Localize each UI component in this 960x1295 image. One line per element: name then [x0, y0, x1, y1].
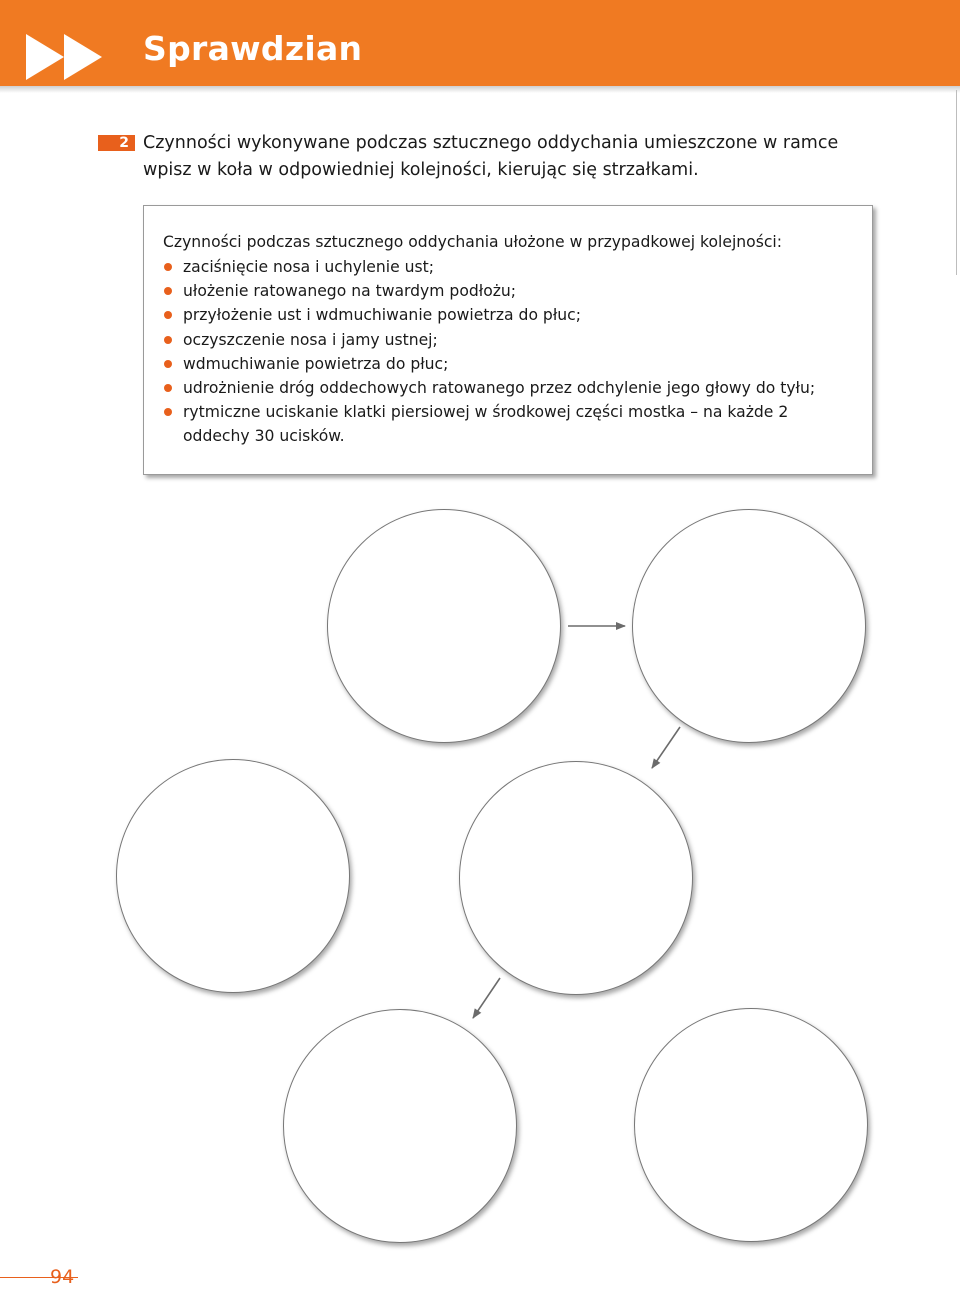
list-item-text: zaciśnięcie nosa i uchylenie ust; [183, 258, 435, 276]
list-item-text: wdmuchiwanie powietrza do płuc; [183, 354, 449, 373]
list-item-text: rytmiczne uciskanie klatki piersiowej w środkowej części mostka – na każde 2 oddechy 30 ucisków. [183, 403, 789, 446]
list-item-text: udrożnienie dróg oddechowych ratowanego przez odchylenie jego głowy do tyłu; [183, 379, 816, 398]
page-title: Sprawdzian [143, 29, 363, 68]
box-heading: Czynności podczas sztucznego oddychania ułożone w przypadkowej kolejności: [163, 233, 783, 251]
list-item-text: ułożenie ratowanego na twardym podłożu; [183, 282, 517, 301]
arrow-down-left [652, 727, 680, 768]
list-item-text: przyłożenie ust i wdmuchiwanie powietrza do płuc; [183, 306, 581, 325]
list-item-text: oczyszczenie nosa i jamy ustnej; [183, 330, 438, 349]
task-instruction-line: Czynności wykonywane podczas sztucznego oddychania umieszczone w ramce [143, 133, 839, 153]
arrow-down-left [473, 978, 500, 1018]
task-number-badge: 2 [98, 135, 135, 151]
task-instruction-line: wpisz w koła w odpowiedniej kolejności, kierując się strzałkami. [143, 160, 699, 180]
page-number: 94 [50, 1266, 75, 1288]
